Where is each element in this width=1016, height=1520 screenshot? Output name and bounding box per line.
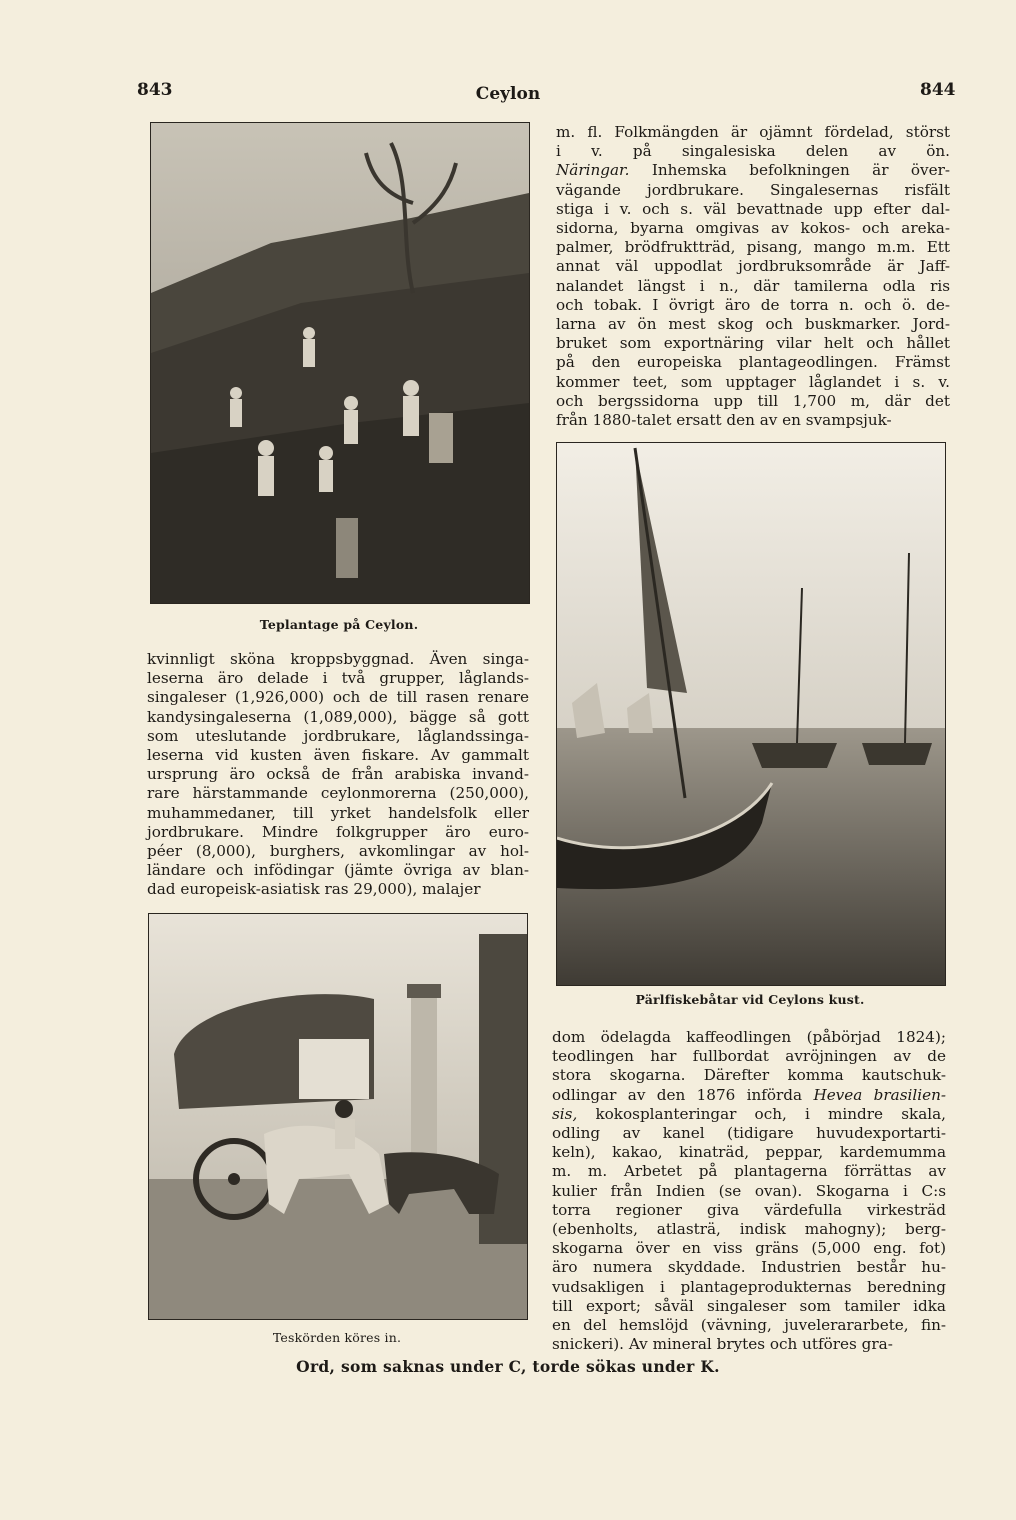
text-line: leserna vid kusten även fiskare. Av gammalt bbox=[147, 746, 529, 765]
text-line: keln), kakao, kinaträd, peppar, kardemumma bbox=[552, 1143, 946, 1162]
text-line: och bergssidorna upp till 1,700 m, där det bbox=[556, 391, 950, 410]
pearl-boats-caption: Pärlfiskebåtar vid Ceylons kust. bbox=[635, 992, 865, 1007]
text-line: vudsakligen i plantageprodukternas beredning bbox=[552, 1277, 946, 1296]
text-line: ursprung äro också de från arabiska invand- bbox=[147, 765, 529, 784]
running-title: Ceylon bbox=[475, 84, 541, 104]
text-line: Näringar. Inhemska befolkningen är över- bbox=[556, 161, 950, 180]
text-line: dom ödelagda kaffeodlingen (påbörjad 1824); bbox=[552, 1028, 946, 1046]
tea-harvest-caption: Teskörden köres in. bbox=[272, 1330, 402, 1345]
text-line: kandysingaleserna (1,089,000), bägge så gott bbox=[147, 707, 529, 726]
text-line: bruket som exportnäring vilar helt och hållet bbox=[556, 334, 950, 353]
text-line: torra regioner giva värdefulla virkesträd bbox=[552, 1200, 946, 1219]
text-line: leserna äro delade i två grupper, låglands- bbox=[147, 669, 529, 688]
text-line: på den europeiska plantageodlingen. Främst bbox=[556, 353, 950, 372]
text-line: jordbrukare. Mindre folkgrupper äro euro- bbox=[147, 822, 529, 841]
text-line: singaleser (1,926,000) och de till rasen renare bbox=[147, 688, 529, 707]
text-line: péer (8,000), burghers, avkomlingar av hol- bbox=[147, 842, 529, 861]
text-line: annat väl uppodlat jordbruksområde är Jaff- bbox=[556, 257, 950, 276]
text-line: snickeri). Av mineral brytes och utföres gra- bbox=[552, 1335, 893, 1354]
text-line: som uteslutande jordbrukare, låglandssinga- bbox=[147, 726, 529, 745]
text-line: sis, kokosplanteringar och, i mindre skala, bbox=[552, 1104, 946, 1123]
tea-plantation-illustration bbox=[151, 123, 529, 603]
text-line: en del hemslöjd (vävning, juvelerararbete, fin- bbox=[552, 1316, 946, 1335]
text-line: dad europeisk-asiatisk ras 29,000), malajer bbox=[147, 880, 481, 899]
text-line: kvinnligt sköna kroppsbyggnad. Även singa- bbox=[147, 650, 529, 668]
page-number-right: 844 bbox=[920, 80, 956, 100]
text-line: larna av ön mest skog och buskmarker. Jord- bbox=[556, 315, 950, 334]
text-line: till export; såväl singaleser som tamiler idka bbox=[552, 1296, 946, 1315]
tea-plantation-photo bbox=[150, 122, 530, 604]
text-line: från 1880-talet ersatt den av en svampsjuk- bbox=[556, 411, 892, 430]
text-line: odling av kanel (tidigare huvudexportarti- bbox=[552, 1124, 946, 1143]
text-line: palmer, brödfruktträd, pisang, mango m.m. Ett bbox=[556, 238, 950, 257]
text-line: ländare och infödingar (jämte övriga av blan- bbox=[147, 861, 529, 880]
text-line: nalandet längst i n., där tamilerna odla ris bbox=[556, 276, 950, 295]
text-line: vägande jordbrukare. Singalesernas risfält bbox=[556, 180, 950, 199]
text-line: m. m. Arbetet på plantagerna förrättas av bbox=[552, 1162, 946, 1181]
right-column-bottom-text bbox=[552, 1028, 946, 1354]
text-line: skogarna över en viss gräns (5,000 eng. fot) bbox=[552, 1239, 946, 1258]
tea-harvest-illustration bbox=[149, 914, 527, 1319]
text-line: kulier från Indien (se ovan). Skogarna i C:s bbox=[552, 1181, 946, 1200]
text-line: teodlingen har fullbordat avröjningen av de bbox=[552, 1047, 946, 1066]
text-line: sidorna, byarna omgivas av kokos- och areka- bbox=[556, 219, 950, 238]
text-line: m. fl. Folkmängden är ojämnt fördelad, störst bbox=[556, 123, 950, 141]
tea-harvest-photo bbox=[148, 913, 528, 1320]
page-number-left: 843 bbox=[137, 80, 173, 100]
tea-plantation-caption: Teplantage på Ceylon. bbox=[259, 617, 419, 632]
text-line: stora skogarna. Därefter komma kautschuk- bbox=[552, 1066, 946, 1085]
text-line: odlingar av den 1876 införda Hevea brasilien- bbox=[552, 1085, 946, 1104]
text-line: stiga i v. och s. väl bevattnade upp efter dal- bbox=[556, 199, 950, 218]
pearl-boats-illustration bbox=[557, 443, 945, 985]
text-line: rare härstammande ceylonmorerna (250,000), bbox=[147, 784, 529, 803]
text-line: (ebenholts, atlasträ, indisk mahogny); berg- bbox=[552, 1220, 946, 1239]
text-line: äro numera skyddade. Industrien består hu- bbox=[552, 1258, 946, 1277]
text-line: kommer teet, som upptager låglandet i s. v. bbox=[556, 372, 950, 391]
pearl-fishing-boats-photo bbox=[556, 442, 946, 986]
right-column-top-text bbox=[556, 123, 950, 430]
left-column-middle-text bbox=[147, 650, 529, 900]
footer-note: Ord, som saknas under C, torde sökas under K. bbox=[296, 1357, 720, 1376]
text-line: och tobak. I övrigt äro de torra n. och ö. de- bbox=[556, 295, 950, 314]
text-line: muhammedaner, till yrket handelsfolk eller bbox=[147, 803, 529, 822]
text-line: i v. på singalesiska delen av ön. bbox=[556, 142, 950, 161]
